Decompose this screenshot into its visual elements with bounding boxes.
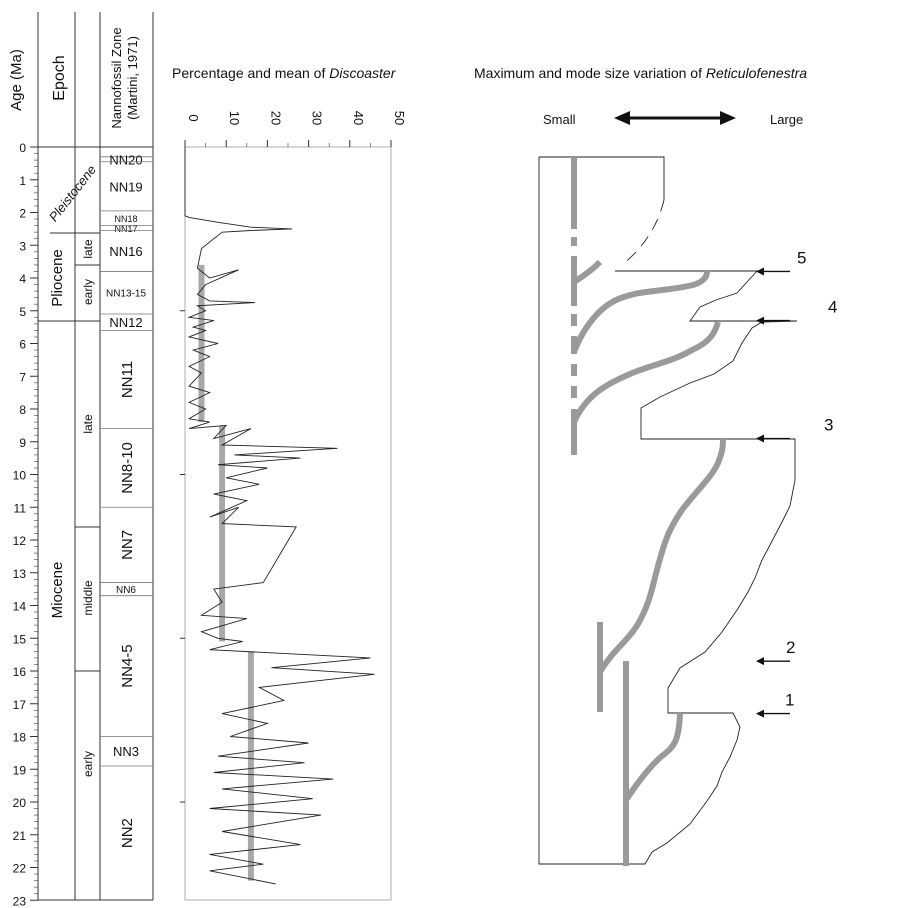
age-tick-label: 21 [12,828,26,843]
zone-label: NN11 [119,360,136,399]
age-tick-label: 6 [19,337,26,352]
age-tick-label: 9 [19,435,26,450]
age-tick-label: 7 [19,370,26,385]
event-label: 2 [786,638,796,658]
zone-header-line2: (Martini, 1971) [125,36,140,120]
size-arrow-left-head [614,111,630,125]
epoch-pleistocene: Pleistocene [45,162,100,225]
event-label: 1 [785,690,795,710]
large-label: Large [770,112,804,127]
zone-label: NN12 [109,315,143,331]
stratigraphy-column [8,12,153,908]
zone-label: NN13-15 [105,288,147,300]
age-tick-label: 3 [19,239,26,254]
discoaster-percentage-line [185,147,375,884]
age-tick-label: 15 [12,632,26,647]
epoch-miocene: Miocene [49,561,66,619]
subepoch-miocene-late: late [81,414,95,434]
zone-label: NN19 [109,179,143,195]
maximum-size-envelope [539,157,797,864]
zone-label: NN16 [109,243,143,259]
zone-header-line1: Nannofossil Zone [109,27,124,129]
age-tick-label: 1 [19,173,26,188]
subepoch-miocene-middle: middle [81,580,95,616]
subepoch-pliocene-early: early [81,278,95,306]
event-label: 3 [824,415,834,435]
discoaster-x-tick-label: 50 [392,110,407,126]
discoaster-title: Percentage and mean of Discoaster [172,65,396,81]
reticulofenestra-title: Maximum and mode size variation of Reticulofenestra [474,65,808,81]
size-arrow-right-head [720,111,736,125]
zone-label: NN3 [112,744,140,760]
zone-label: NN2 [119,818,136,849]
maximum-size-envelope-dashed [622,200,664,265]
age-tick-label: 8 [19,403,26,417]
nannofossil-zones [100,152,153,848]
age-tick-label: 16 [12,665,26,679]
subepoch-miocene-early: early [81,750,95,778]
age-tick-label: 22 [12,861,26,876]
epoch-pliocene: Pliocene [49,249,66,307]
zone-label: NN4-5 [119,644,136,688]
mode-size-lineage [574,157,723,866]
event-label: 5 [797,248,807,268]
age-tick-label: 12 [12,534,26,548]
subepoch-pliocene-late: late [81,239,95,259]
zone-label: NN6 [115,585,137,597]
zone-label: NN20 [109,152,143,168]
age-axis-ticks [13,141,38,908]
age-tick-label: 0 [19,141,26,155]
age-tick-label: 11 [13,501,26,516]
zone-label: NN8-10 [119,442,136,494]
reticulofenestra-panel [474,65,837,866]
discoaster-x-tick-label: 30 [309,110,325,126]
discoaster-x-tick-label: 10 [227,110,243,126]
event-markers [757,248,837,713]
age-tick-label: 10 [12,468,26,483]
zone-label: NN7 [119,529,136,560]
age-tick-label: 18 [12,730,26,745]
age-tick-label: 23 [12,894,26,908]
epoch-header: Epoch [51,55,68,101]
age-tick-label: 19 [12,763,26,778]
discoaster-x-tick-label: 20 [268,110,284,126]
age-tick-label: 17 [12,697,26,712]
event-label: 4 [828,297,838,317]
zone-label: NN17 [114,224,138,235]
age-tick-label: 13 [12,566,26,581]
age-tick-label: 2 [19,206,26,221]
discoaster-x-axis [180,111,407,802]
age-axis-label: Age (Ma) [8,49,25,111]
age-tick-label: 14 [12,599,26,614]
discoaster-plot-frame [185,147,391,900]
small-label: Small [543,112,576,127]
age-tick-label: 5 [19,304,26,319]
zone-label: NN18 [114,214,138,225]
age-tick-label: 20 [12,796,26,810]
discoaster-x-tick-label: 40 [350,110,366,126]
discoaster-x-tick-label: 0 [186,114,201,122]
discoaster-panel [172,65,407,900]
age-tick-label: 4 [19,272,26,286]
